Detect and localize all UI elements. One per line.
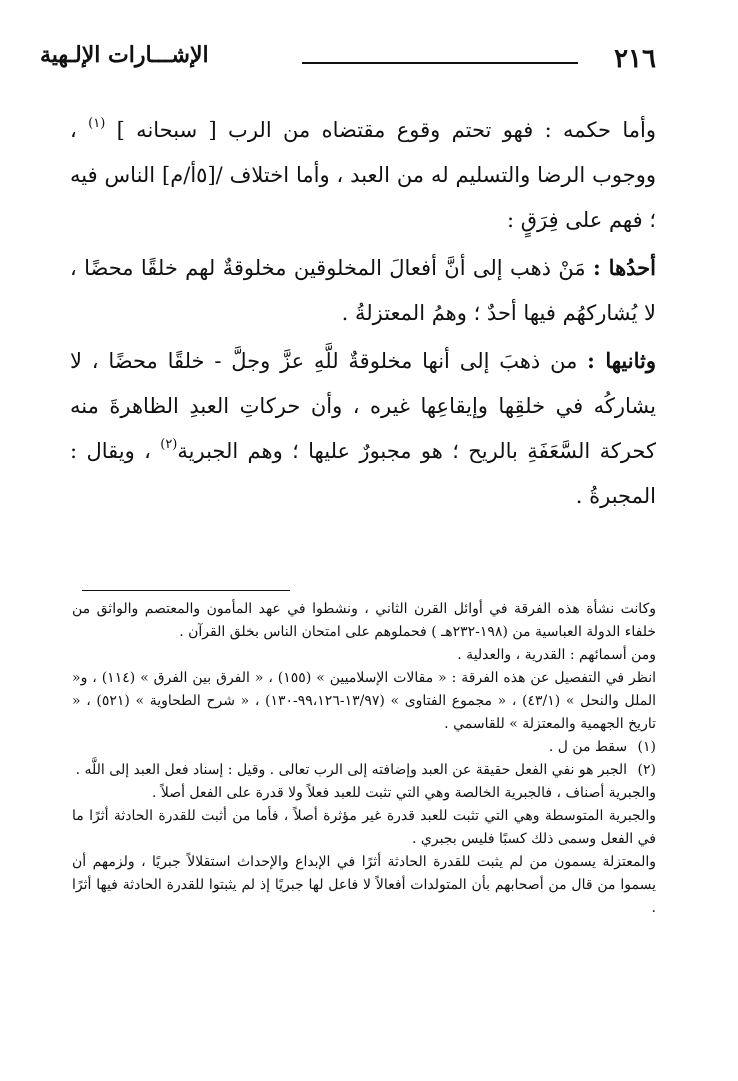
book-title: الإشـــارات الإلـهية [40, 42, 209, 68]
main-text [70, 108, 656, 521]
paragraph-text: مَنْ ذهب إلى أنَّ أفعالَ المخلوقين مخلوقةٌ لهم خلقًا محضًا ، لا يُشاركهُم فيها أحدٌ ؛ وهمُ المعتزلةُ . [70, 256, 656, 325]
paragraph-text: ، ووجوب الرضا والتسليم له من العبد ، وأما اختلاف /[٥أ/م] الناس فيه ؛ فهم على فِرَقٍ : [70, 118, 656, 232]
page-number: ٢١٦ [614, 44, 656, 74]
footnotes [72, 598, 656, 920]
footnote-number: (١) [637, 739, 656, 755]
paragraph-text: وأما حكمه : فهو تحتم وقوع مقتضاه من الرب [ سبحانه ] [116, 118, 656, 142]
footnote-1 [72, 736, 656, 759]
running-header [40, 40, 656, 80]
paragraph-first-group [70, 245, 656, 336]
footnote-text: سقط من ل . [548, 739, 628, 755]
footnote-continuation: وكانت نشأة هذه الفرقة في أوائل القرن الثاني ، ونشطوا في عهد المأمون والمعتصم والواثق من خلفاء الدولة العباسية من (١٩٨-٢٣٢هـ ) فحملوهم على امتحان الناس بخلق القرآن . [72, 601, 656, 640]
footnote-ref-2[interactable]: (٢) [160, 437, 178, 452]
footnote-text: الجبر هو نفي الفعل حقيقة عن العبد وإضافته إلى الرب تعالى . وقيل : إسناد فعل العبد إلى اللَّه . [75, 762, 628, 778]
footnote-continuation: والمعتزلة يسمون من لم يثبت للقدرة الحادثة أثرًا في الإبداع والإحداث استقلالاً جبريًا ، ولزمهم أن يسموا من قال من أصحابهم بأن المتولدات أفعالاً لا فاعل لها جبريًا إذ لم يثبتوا للقدرة الحادثة فيها أثرًا . [72, 854, 656, 916]
footnote-ref-1[interactable]: (١) [88, 116, 106, 131]
footnote-continuation: والجبرية أصناف ، فالجبرية الخالصة وهي التي تثبت للعبد فعلاً ولا قدرة على الفعل أصلاً . [151, 785, 656, 801]
section-lead: وثانيها : [587, 348, 656, 373]
section-lead: أحدُها : [592, 255, 656, 280]
footnote-number: (٢) [637, 762, 656, 778]
paragraph-text: ، ويقال : المجبرةُ . [70, 439, 656, 508]
paragraph-text: من ذهبَ إلى أنها مخلوقةٌ للَّهِ عزَّ وجلَّ - خلقًا محضًا ، لا يشاركُه في خلقِها وإيقاعِها غيره ، وأن حركاتِ العبدِ الظاهرةَ منه كحركة السَّعَفَةِ بالريح ؛ هو مجبورٌ عليها ؛ وهم الجبرية [70, 349, 656, 463]
footnote-continuation: ومن أسمائهم : القدرية ، والعدلية . [457, 647, 656, 663]
paragraph-second-group [70, 338, 656, 519]
footnote-continuation: والجبرية المتوسطة وهي التي تثبت للعبد قدرة غير مؤثرة أصلاً ، فأما من أثبت للقدرة الحادثة أثرًا ما في الفعل وسمى ذلك كسبًا فليس بجبري . [72, 808, 656, 847]
header-rule [302, 62, 578, 64]
footnote-continuation: انظر في التفصيل عن هذه الفرقة : « مقالات الإسلاميين » (١٥٥) ، « الفرق بين الفرق » (١١٤) ، و« الملل والنحل » (٤٣/١) ، « مجموع الفتاوى » (١٣/٩٧-٩٩،١٢٦-١٣٠) ، « شرح الطحاوية » (٥٢١) ، « تاريخ الجهمية والمعتزلة » للقاسمي . [72, 670, 657, 732]
footnote-2 [72, 759, 656, 782]
footnote-separator [82, 590, 290, 591]
paragraph-ruling [70, 108, 656, 243]
